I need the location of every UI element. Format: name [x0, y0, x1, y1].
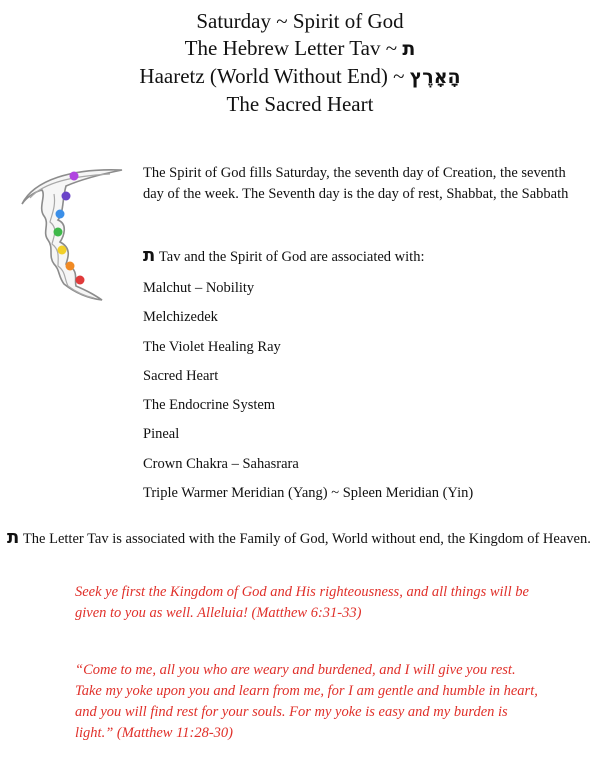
list-item: Melchizedek [143, 309, 218, 326]
title-letter-hebrew: ת [402, 38, 416, 60]
chakra-root-dot [76, 276, 85, 285]
chakra-crown-dot [70, 172, 79, 181]
list-item: Crown Chakra – Sahasrara [143, 455, 299, 472]
chakra-sacral-dot [66, 262, 75, 271]
chakra-throat-dot [56, 210, 65, 219]
list-item: Triple Warmer Meridian (Yang) ~ Spleen Meridian (Yin) [143, 485, 474, 502]
family-paragraph-text: The Letter Tav is associated with the Family of God, World without end, the Kingdom of Heaven. [22, 531, 591, 547]
list-item: Pineal [143, 426, 180, 443]
chakra-heart-dot [54, 228, 63, 237]
associations-heading [143, 246, 583, 267]
list-item: The Violet Healing Ray [143, 338, 281, 355]
chakra-solar-dot [58, 246, 67, 255]
associations-heading-text: Tav and the Spirit of God are associated with: [158, 249, 425, 265]
title-haaretz-hebrew: הָאָרֶץ [409, 66, 461, 88]
quote-matthew-11: “Come to me, all you who are weary and burdened, and I will give you rest. Take my yoke upon you and learn from me, for I am gentle and humble in heart, and you will find rest for your souls. For my yoke is easy and my burden is light.” (Matthew 11:28-30) [75, 662, 538, 741]
title-day: Saturday ~ Spirit of God [196, 9, 404, 33]
title-letter-text: The Hebrew Letter Tav ~ [184, 36, 403, 60]
chakra-third-eye-dot [62, 192, 71, 201]
family-paragraph [7, 524, 597, 553]
title-haaretz [0, 63, 600, 91]
list-item: Malchut – Nobility [143, 280, 255, 296]
tav-letter-icon: ת [143, 245, 156, 266]
intro-paragraph: The Spirit of God fills Saturday, the seventh day of Creation, the seventh day of the week. The Seventh day is the day of rest, Shabbat, the Sabbath [143, 165, 569, 202]
title-sacred-heart: The Sacred Heart [226, 92, 374, 116]
associations-list [143, 278, 473, 512]
title-block [0, 8, 600, 118]
quote-matthew-6: Seek ye first the Kingdom of God and His righteousness, and all things will be given to you as well. Alleluia! (Matthew 6:31-33) [75, 584, 529, 621]
title-haaretz-text: Haaretz (World Without End) ~ [139, 64, 410, 88]
tav-letter-icon: ת [7, 527, 20, 548]
list-item: The Endocrine System [143, 397, 276, 414]
emblem-outer-stroke [22, 170, 122, 300]
title-letter [0, 35, 600, 63]
list-item: Sacred Heart [143, 367, 219, 384]
chakra-emblem-icon [14, 166, 126, 302]
